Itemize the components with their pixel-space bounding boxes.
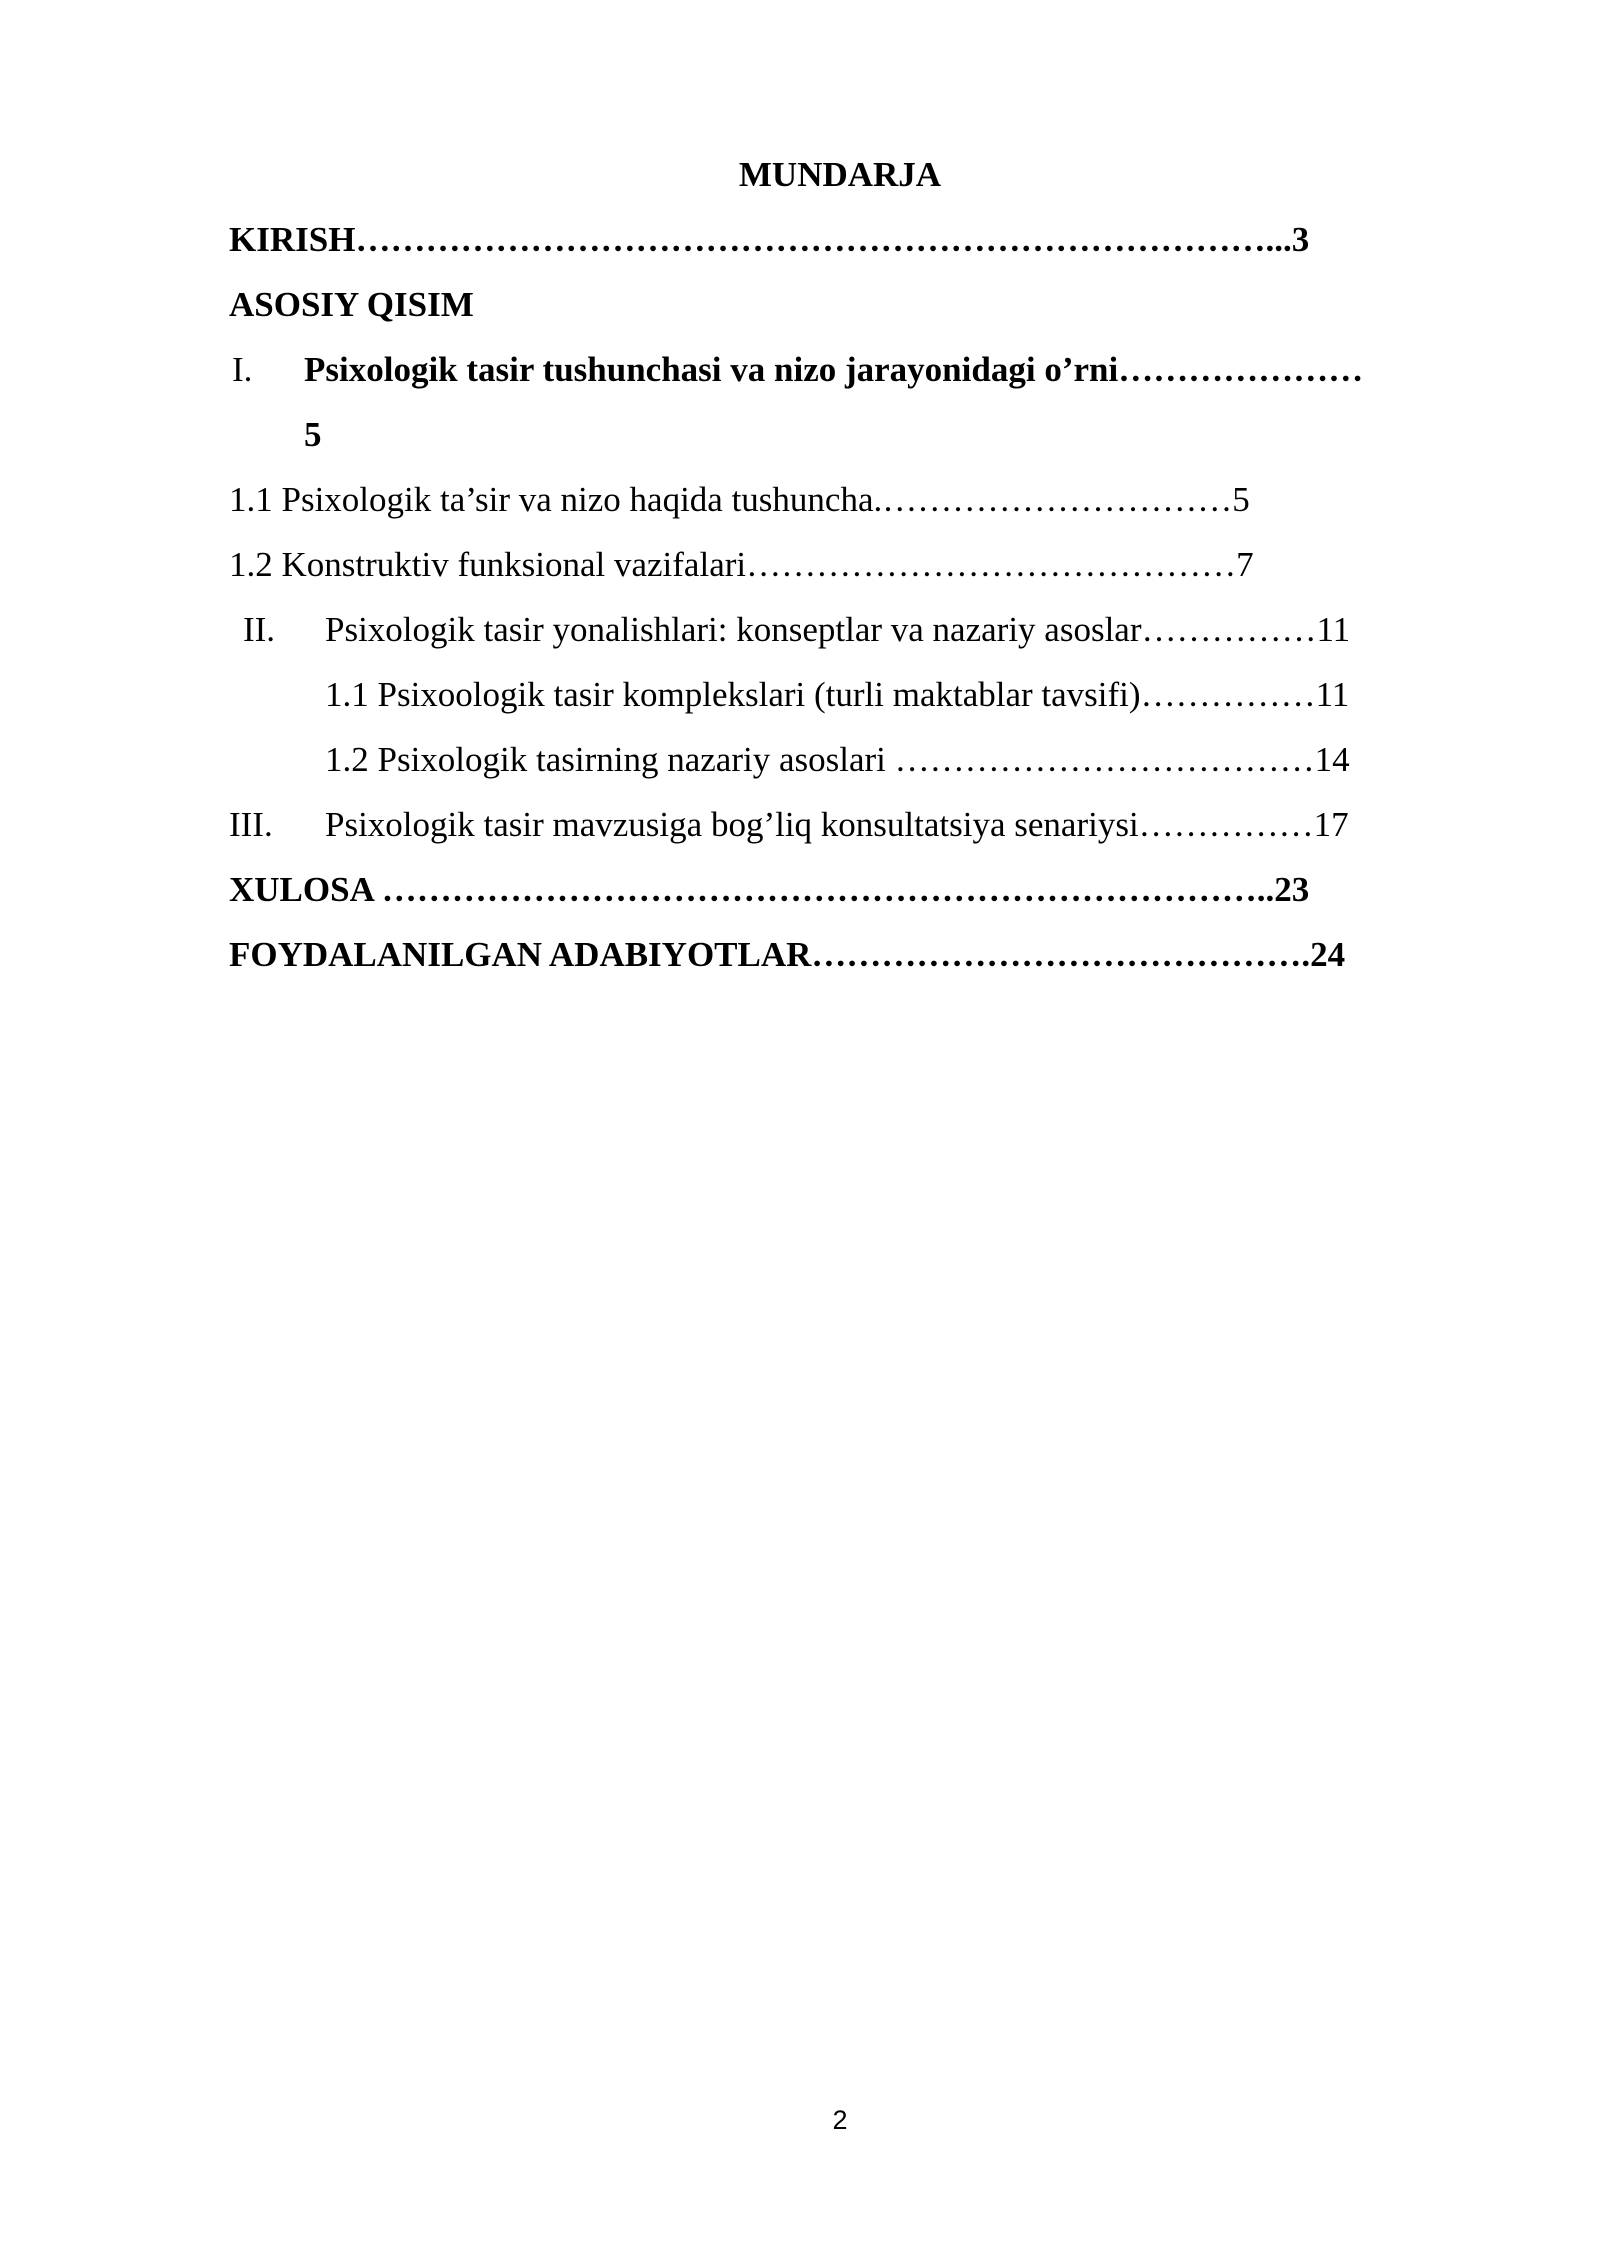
- toc-entry-text: Psixologik tasir yonalishlari: konseptlar va nazariy asoslar: [325, 610, 1142, 649]
- toc-page-number: 7: [1236, 545, 1254, 584]
- toc-leader: …………………………………….: [811, 935, 1311, 974]
- toc-page-number: 11: [1315, 675, 1350, 714]
- page-number: 2: [832, 2105, 848, 2135]
- toc-entry-xulosa: [229, 868, 1309, 912]
- toc-leader: …………………: [1118, 350, 1364, 389]
- document-title: MUNDARJA: [738, 155, 942, 194]
- toc-page-number: 17: [1313, 805, 1349, 844]
- toc-entry-text: 1.1 Psixologik ta’sir va nizo haqida tushuncha.: [229, 480, 883, 519]
- toc-roman-marker: I.: [232, 350, 253, 389]
- toc-roman-marker: III.: [229, 805, 273, 844]
- toc-leader: ……………: [1140, 675, 1316, 714]
- toc-section-heading: [229, 283, 474, 327]
- toc-leader: …………………………: [882, 480, 1233, 519]
- toc-entry-text: XULOSA: [229, 870, 382, 909]
- toc-entry-text: Psixologik tasir tushunchasi va nizo jarayonidagi o’rni: [304, 350, 1119, 389]
- toc-page-number: 3: [1291, 220, 1310, 259]
- toc-page-number: 23: [1274, 870, 1310, 909]
- toc-page-number: 24: [1310, 935, 1346, 974]
- toc-entry-text: KIRISH: [229, 220, 356, 259]
- toc-page-number: 14: [1314, 740, 1350, 779]
- toc-leader: ……………: [1141, 610, 1317, 649]
- toc-leader: ……………………………………………………………………...: [355, 220, 1292, 259]
- toc-entry-kirish: [229, 218, 1309, 262]
- toc-leader: ……………: [1138, 805, 1314, 844]
- toc-page-number: 5: [1232, 480, 1250, 519]
- toc-subsection-1-2: [229, 543, 1254, 587]
- toc-subsection-2-2: [325, 738, 1350, 782]
- toc-entry-references: [229, 933, 1345, 977]
- toc-entry-text: 1.2 Konstruktiv funksional vazifalari: [229, 545, 747, 584]
- toc-chapter-1: [304, 348, 1363, 392]
- toc-chapter-2: [325, 608, 1350, 652]
- toc-entry-text: ASOSIY QISIM: [229, 285, 474, 324]
- toc-leader: ………………………………: [894, 740, 1315, 779]
- toc-chapter-3: [325, 803, 1349, 847]
- toc-subsection-1-1: [229, 478, 1250, 522]
- toc-entry-text: 1.1 Psixoologik tasir komplekslari (turli maktablar tavsifi): [325, 675, 1141, 714]
- toc-leader: ……………………………………: [746, 545, 1237, 584]
- toc-entry-text: 1.2 Psixologik tasirning nazariy asoslari: [325, 740, 895, 779]
- toc-subsection-2-1: [325, 673, 1349, 717]
- toc-chapter-1-page: [304, 413, 322, 457]
- toc-page-number: 11: [1316, 610, 1351, 649]
- toc-roman-marker: II.: [243, 610, 276, 649]
- toc-entry-text: Psixologik tasir mavzusiga bog’liq konsultatsiya senariysi: [325, 805, 1139, 844]
- toc-leader: …………………………………………………………………..: [381, 870, 1275, 909]
- toc-entry-text: FOYDALANILGAN ADABIYOTLAR: [229, 935, 812, 974]
- toc-page-number: 5: [304, 415, 322, 454]
